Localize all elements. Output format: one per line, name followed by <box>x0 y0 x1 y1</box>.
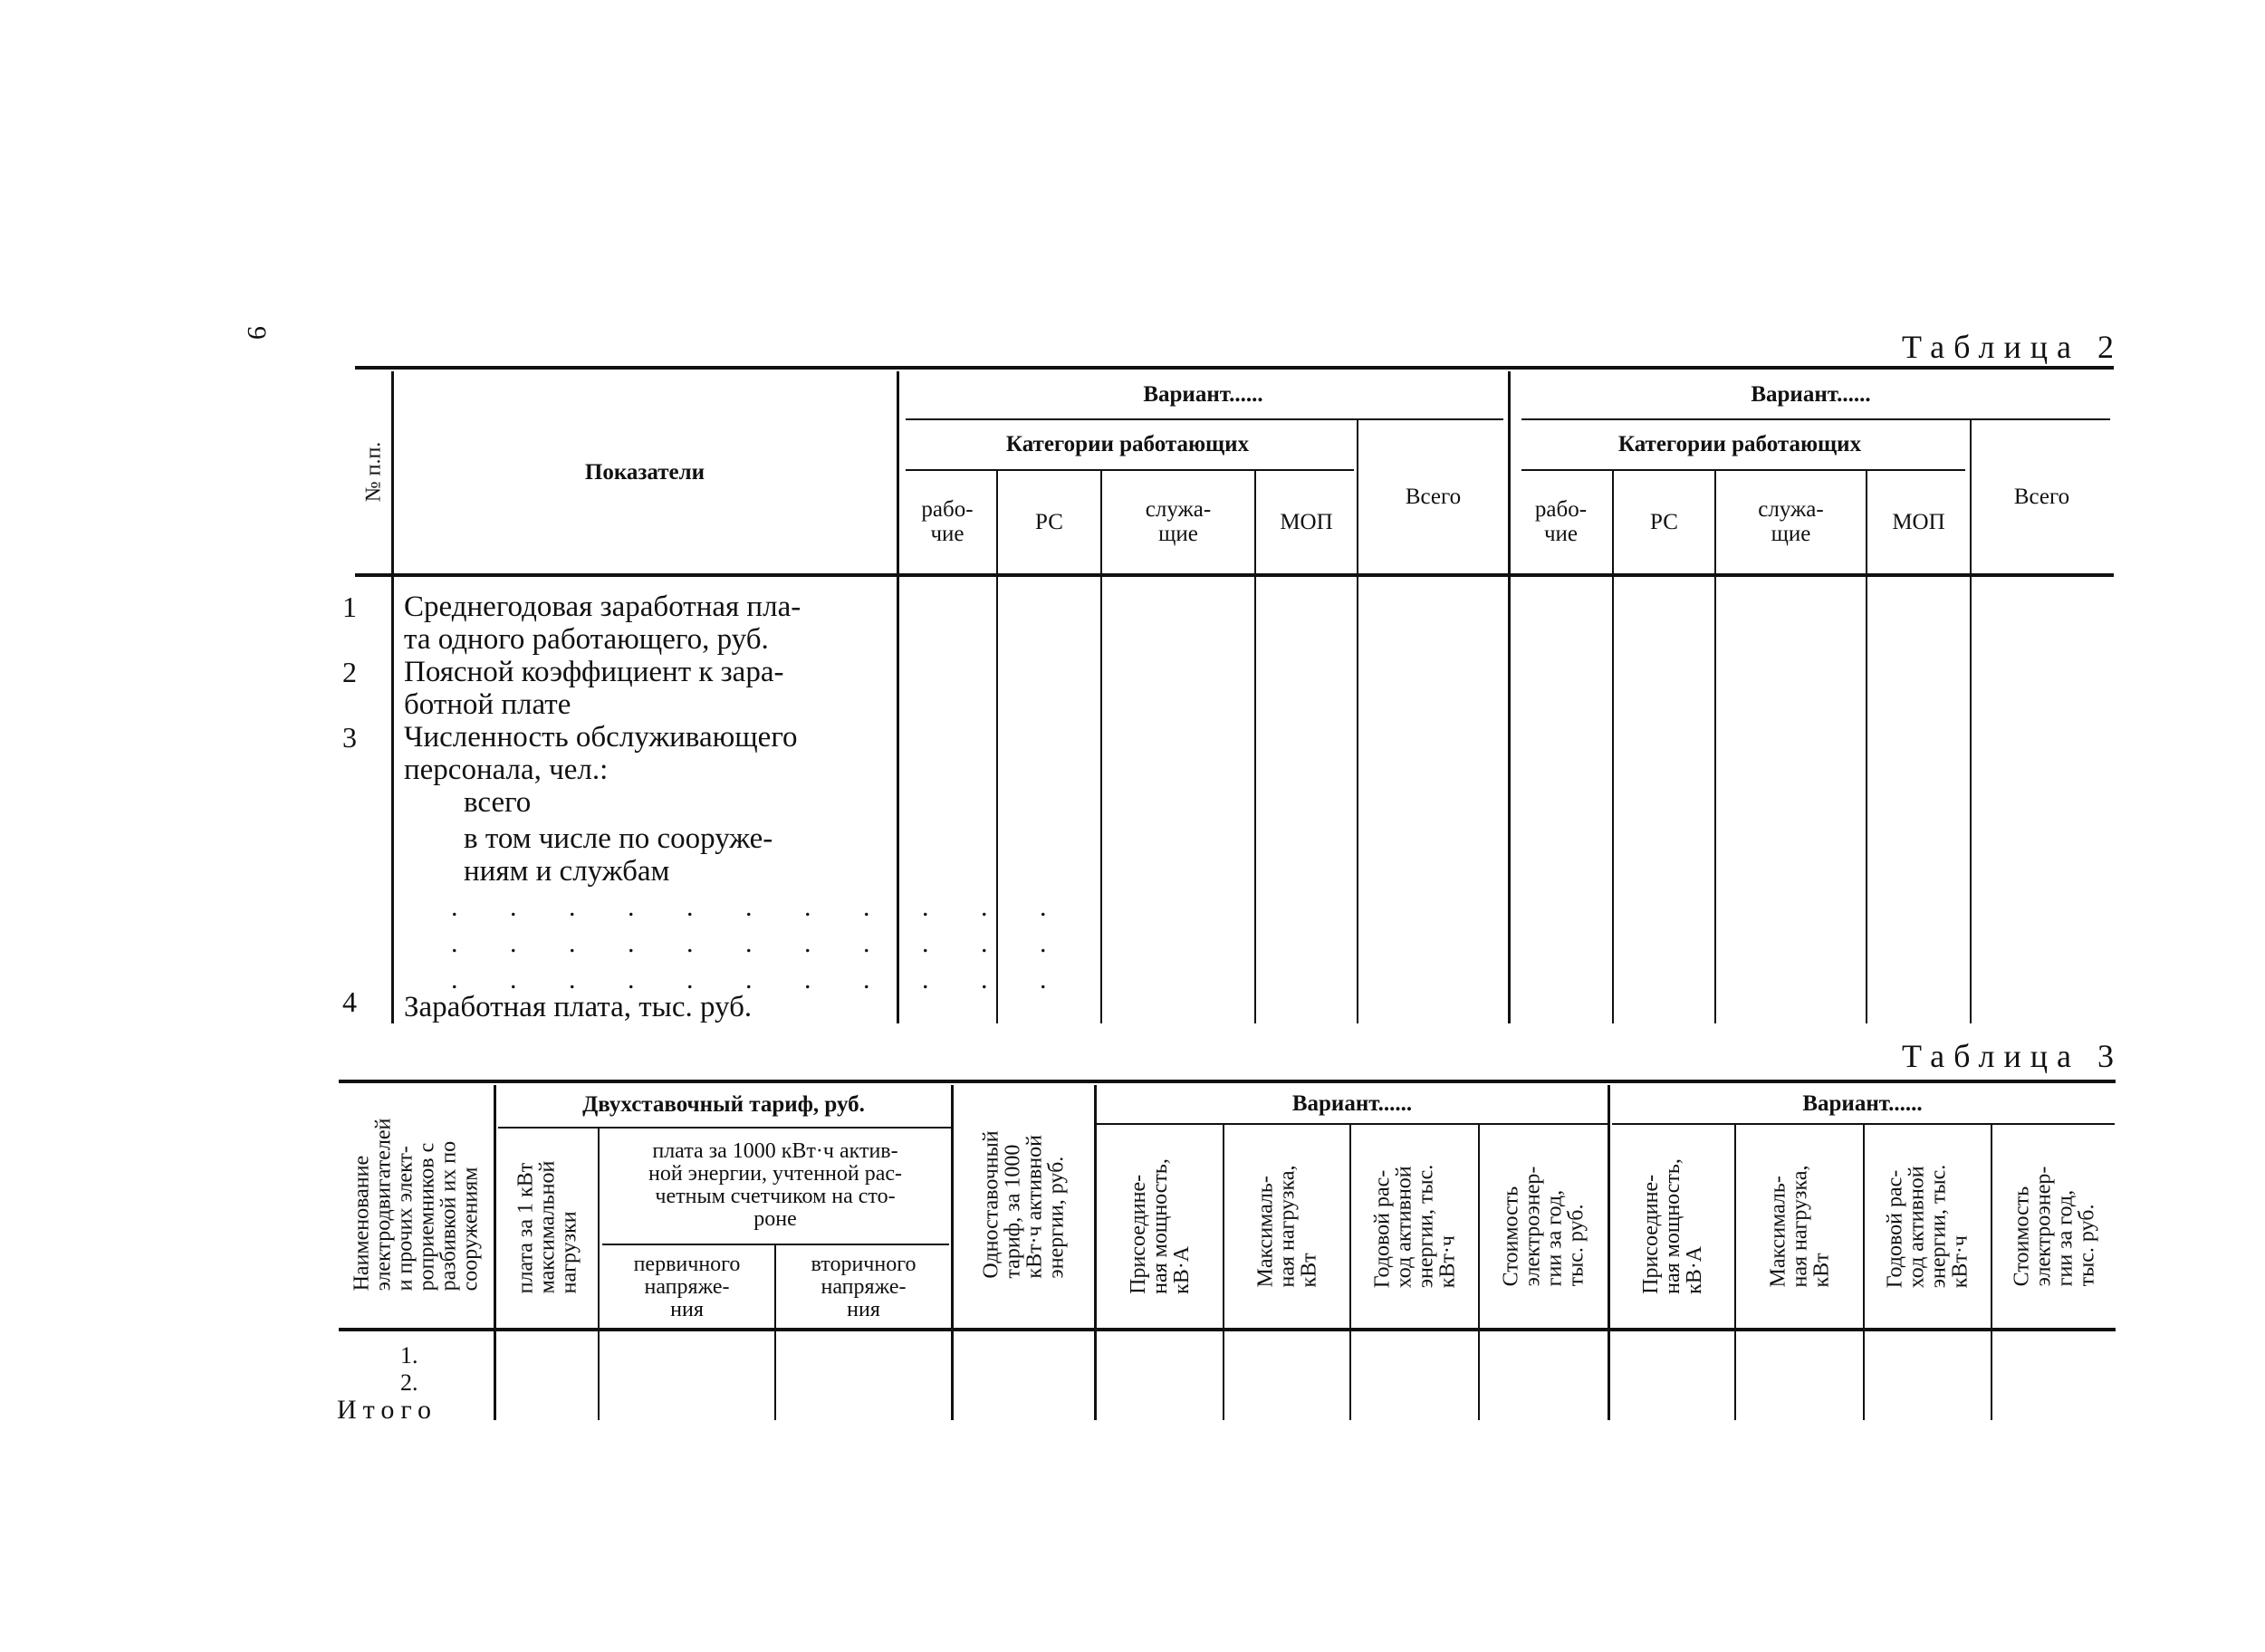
t2-sub-mop-1: МОП <box>1280 509 1333 534</box>
t3-v2-cost: Стоимость электроэнер- гии за год, тыс. руб. <box>2009 1166 2098 1287</box>
t2-row2-line2: ботной плате <box>404 688 571 721</box>
t2-categories-2: Категории работающих <box>1617 431 1862 456</box>
t2-row3-line2: персонала, чел.: <box>404 754 609 786</box>
t3-variant-rule-1 <box>1096 1123 1608 1125</box>
t2-sub-workers-1: рабо- чие <box>921 497 974 546</box>
t2-row1-line2: та одного работающего, руб. <box>404 623 769 656</box>
t2-row4-line1: Заработная плата, тыс. руб. <box>404 991 753 1023</box>
t3-row-1: 1. <box>400 1342 418 1369</box>
t2-row3-line1: Численность обслуживающего <box>404 721 798 754</box>
t3-v2-consumption: Годовой рас- ход активной энергии, тыс. кВт·ч <box>1883 1164 1972 1289</box>
t2-sub-workers-2: рабо- чие <box>1534 497 1588 546</box>
t3-header-primary: первичного напряже- ния <box>633 1252 741 1321</box>
t3-v2-maxload: Максималь- ная нагрузка, кВт <box>1766 1165 1833 1288</box>
t2-header-num: № п.п. <box>361 441 385 503</box>
t2-sub-mop-2: МОП <box>1892 509 1945 534</box>
t3-header-name: Наименование электродвигателей и прочих элект- роприемников с разбивкой их по сооружениям <box>350 1118 482 1292</box>
t2-row2-num: 2 <box>342 656 357 688</box>
t2-vline-ind <box>897 371 899 1023</box>
table2-top-rule <box>355 366 2114 370</box>
t2-row3-num: 3 <box>342 721 357 754</box>
t3-header-secondary: вторичного напряже- ния <box>811 1252 917 1321</box>
t3-header-tworate: Двухставочный тариф, руб. <box>582 1091 865 1117</box>
t2-row3-sub-line2: ниям и службам <box>464 855 670 888</box>
t2-vline-mid <box>1508 371 1511 1023</box>
t3-header-rule <box>339 1328 2116 1331</box>
t3-row-2: 2. <box>400 1369 418 1396</box>
t2-dots-2: . . . . . . . . . . . <box>451 928 1070 958</box>
t2-row4-num: 4 <box>342 985 357 1018</box>
t3-header-per-kw: плата за 1 кВт максимальной нагрузки <box>513 1160 581 1294</box>
t3-v1-consumption: Годовой рас- ход активной энергии, тыс. кВт·ч <box>1370 1164 1459 1289</box>
t2-variant-1: Вариант...... <box>1143 381 1263 407</box>
table2-title: Таблица 2 <box>1902 329 2123 365</box>
t2-dots-1: . . . . . . . . . . . <box>451 892 1070 922</box>
t2-row2-line1: Поясной коэффициент к зара- <box>404 656 784 688</box>
t2-categories-1: Категории работающих <box>1005 431 1250 456</box>
t3-v1-maxload: Максималь- ная нагрузка, кВт <box>1253 1165 1320 1288</box>
t2-total-2: Всего <box>2013 484 2070 509</box>
t2-sub-rs-1: РС <box>1035 509 1063 534</box>
t2-row1-line1: Среднегодовая заработная пла- <box>404 591 801 623</box>
table3-title: Таблица 3 <box>1902 1038 2123 1074</box>
t2-dots-3: . . . . . . . . . . . <box>451 965 1070 994</box>
t2-row1-num: 1 <box>342 591 357 623</box>
t2-sub-employees-2: служа- щие <box>1758 497 1824 546</box>
t2-sub-rs-2: РС <box>1650 509 1678 534</box>
t3-variant-2: Вариант...... <box>1802 1090 1923 1116</box>
t3-total-row: Итого <box>337 1395 437 1425</box>
t3-variant-1: Вариант...... <box>1291 1090 1413 1116</box>
t3-v2-power: Присоедине- ная мощность, кВ·А <box>1638 1158 1706 1294</box>
t2-header-indicators: Показатели <box>584 459 705 485</box>
table2-header-rule <box>355 573 2114 577</box>
t2-row3-sub-line1: в том числе по сооруже- <box>464 822 773 855</box>
t2-variant-2: Вариант...... <box>1751 381 1871 407</box>
page-number: 9 <box>242 326 272 340</box>
t3-header-per-1000: плата за 1000 кВт·ч актив- ной энергии, учтенной рас- четным счетчиком на сто- роне <box>648 1139 903 1231</box>
t2-total-1: Всего <box>1405 484 1462 509</box>
t3-header-onerate: Одноставочный тариф, за 1000 кВт·ч активной энергии, руб. <box>979 1130 1069 1279</box>
t3-v1-cost: Стоимость электроэнер- гии за год, тыс. руб. <box>1499 1166 1588 1287</box>
t2-row3-sub-total: всего <box>464 786 532 819</box>
t3-v1-power: Присоедине- ная мощность, кВ·А <box>1126 1158 1194 1294</box>
t2-sub-employees-1: служа- щие <box>1145 497 1212 546</box>
